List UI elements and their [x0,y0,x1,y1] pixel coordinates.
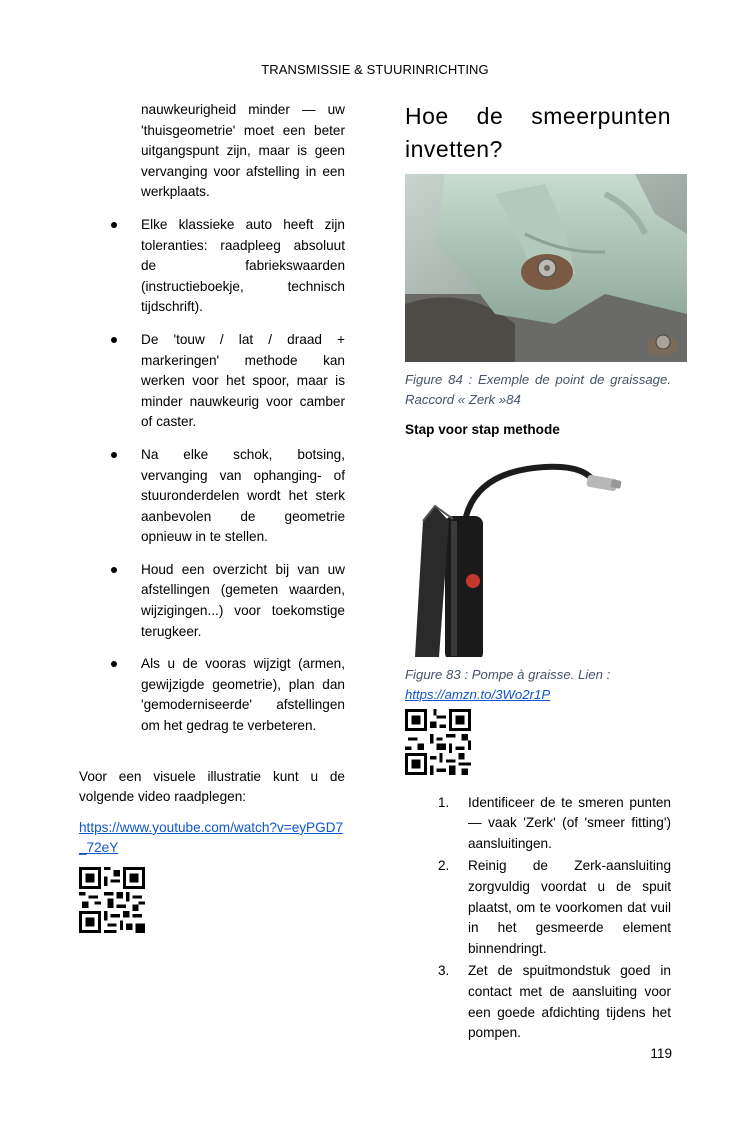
figure-84-caption: Figure 84 : Exemple de point de graissage. Raccord « Zerk »84 [405,372,671,407]
tips-list [79,215,345,737]
list-item: Als u de vooras wijzigt (armen, gewijzigde geometrie), plan dan 'gemoderniseerde' afstellingen om het gedrag te verbeteren. [141,654,345,736]
list-item: Na elke schok, botsing, vervanging van ophanging- of stuuronderdelen wordt het sterk aanbevolen de geometrie opnieuw in te stellen. [141,445,345,548]
step-item: 3. Zet de spuitmondstuk goed in contact met de aansluiting voor een goede afdichting tijdens het pompen. [438,963,671,1041]
right-column [405,100,671,1044]
method-subheading: Stap voor stap methode [405,422,560,437]
bullet-icon [111,222,117,228]
left-column [79,100,345,933]
continued-paragraph: nauwkeurigheid minder — uw 'thuisgeometrie' moet een beter uitgangspunt zijn, maar is geen vervanging voor afstelling in een werkplaats. [141,102,345,200]
step-item: 1. Identificeer de te smeren punten — vaak 'Zerk' (of 'smeer fitting') aansluitingen. [438,794,671,851]
video-qr-code [79,867,145,933]
video-link[interactable]: https://www.youtube.com/watch?v=eyPGD7_72eY [79,819,344,856]
figure-83-caption: Figure 83 : Pompe à graisse. Lien : https://amzn.to/3Wo2r1P [405,666,611,702]
list-item: De 'touw / lat / draad + markeringen' methode kan werken voor het spoor, maar is minder nauwkeurig voor camber of caster. [141,330,345,433]
bullet-icon [111,337,117,343]
grease-fitting-photo [405,174,687,362]
running-header: TRANSMISSIE & STUURINRICHTING [261,62,489,77]
bullet-icon [111,452,117,458]
page-number: 119 [650,1046,672,1061]
steps-list [405,793,671,1044]
step-item: 2. Reinig de Zerk-aansluiting zorgvuldig voordat u de spuit plaatst, om te voorkomen dat vuil in het gesmeerde element binnendringt. [438,858,671,956]
bullet-icon [111,567,117,573]
figure-83-link[interactable]: https://amzn.to/3Wo2r1P [405,686,551,702]
list-item: Houd een overzicht bij van uw afstellingen (gemeten waarden, wijzigingen...) voor toekomstige terugkeer. [141,560,345,642]
section-heading: Hoe de smeerpunten invetten? [405,103,671,162]
bullet-icon [111,661,117,667]
video-intro-text: Voor een visuele illustratie kunt u de volgende video raadplegen: [79,768,345,805]
grease-gun-qr-code [405,709,471,775]
grease-gun-photo [405,461,631,657]
list-item: Elke klassieke auto heeft zijn toleranties: raadpleeg absoluut de fabriekswaarden (instructieboekje, technisch tijdschrift). [141,215,345,318]
